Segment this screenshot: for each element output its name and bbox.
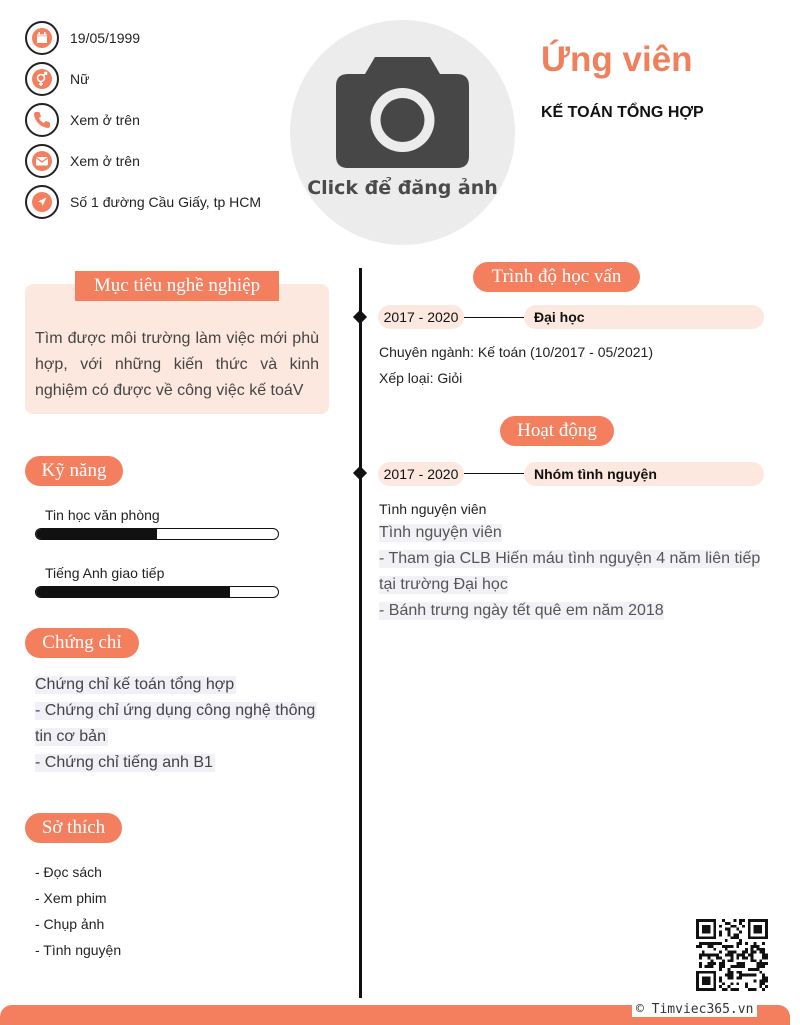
qr-module — [710, 962, 713, 965]
qr-module — [728, 931, 731, 934]
qr-module — [736, 942, 739, 945]
qr-module — [719, 968, 722, 971]
qr-module — [696, 945, 699, 948]
timeline-connector — [464, 317, 524, 318]
qr-module — [762, 962, 765, 965]
education-heading: Trình độ học vấn — [473, 262, 640, 292]
qr-module — [762, 988, 765, 991]
certificate-line: tin cơ bản — [35, 728, 106, 745]
qr-module — [722, 959, 725, 962]
education-years: 2017 - 2020 — [378, 305, 464, 329]
qr-module — [756, 945, 759, 948]
job-position: KẾ TOÁN TỔNG HỢP — [541, 104, 704, 121]
qr-module — [716, 956, 719, 959]
phone-text: Xem ở trên — [70, 112, 140, 128]
timeline-connector — [464, 473, 524, 474]
qr-module — [756, 962, 759, 965]
qr-module — [702, 954, 705, 957]
activity-line: Tình nguyện viên — [379, 524, 502, 541]
qr-module — [725, 954, 728, 957]
qr-module — [708, 945, 711, 948]
qr-module — [742, 951, 745, 954]
qr-module — [719, 977, 722, 980]
qr-module — [731, 988, 734, 991]
hobby-item: - Xem phim — [35, 890, 107, 906]
career-goal-line: hợp, với những kiến thức và kinh — [35, 356, 319, 373]
qr-module — [719, 985, 722, 988]
qr-module — [719, 942, 722, 945]
qr-module — [731, 936, 734, 939]
qr-module — [731, 965, 734, 968]
qr-module — [739, 919, 742, 922]
qr-module — [754, 974, 757, 977]
qr-module — [751, 945, 754, 948]
skill-level-fill — [36, 587, 230, 597]
qr-module — [756, 948, 759, 951]
qr-module — [762, 965, 765, 968]
qr-module — [754, 951, 757, 954]
qr-module — [719, 956, 722, 959]
qr-finder — [702, 925, 711, 934]
qr-module — [710, 954, 713, 957]
contact-address — [25, 185, 261, 219]
qr-module — [731, 951, 734, 954]
qr-module — [748, 954, 751, 957]
qr-module — [745, 942, 748, 945]
qr-module — [751, 988, 754, 991]
qr-module — [733, 936, 736, 939]
qr-module — [754, 968, 757, 971]
qr-module — [754, 988, 757, 991]
career-goal-heading: Mục tiêu nghề nghiệp — [75, 271, 279, 301]
location-icon — [25, 185, 59, 219]
qr-module — [756, 968, 759, 971]
qr-module — [722, 919, 725, 922]
qr-module — [765, 954, 768, 957]
qr-module — [733, 925, 736, 928]
qr-module — [739, 962, 742, 965]
activity-organization: Nhóm tình nguyện — [524, 462, 764, 486]
qr-module — [716, 942, 719, 945]
certificate-line: - Chứng chỉ tiếng anh B1 — [35, 754, 213, 771]
qr-module — [699, 965, 702, 968]
qr-module — [736, 988, 739, 991]
gender-icon — [25, 62, 59, 96]
certificates-heading: Chứng chỉ — [25, 628, 139, 658]
qr-module — [699, 954, 702, 957]
camera-icon — [335, 52, 470, 170]
qr-module — [731, 959, 734, 962]
qr-module — [742, 956, 745, 959]
qr-module — [731, 974, 734, 977]
qr-module — [751, 954, 754, 957]
qr-module — [699, 945, 702, 948]
career-goal-line: Tìm được môi trường làm việc mới phù — [35, 330, 319, 347]
qr-module — [748, 968, 751, 971]
qr-module — [708, 954, 711, 957]
qr-module — [719, 979, 722, 982]
qr-module — [739, 939, 742, 942]
qr-module — [739, 954, 742, 957]
activity-years: 2017 - 2020 — [378, 462, 464, 486]
qr-module — [742, 919, 745, 922]
qr-module — [751, 951, 754, 954]
qr-module — [765, 979, 768, 982]
qr-module — [751, 959, 754, 962]
qr-module — [751, 956, 754, 959]
qr-module — [708, 956, 711, 959]
qr-module — [713, 948, 716, 951]
skills-heading: Kỹ năng — [25, 456, 123, 486]
qr-module — [731, 977, 734, 980]
qr-module — [745, 956, 748, 959]
contact-phone — [25, 103, 140, 137]
qr-module — [725, 974, 728, 977]
qr-module — [728, 985, 731, 988]
qr-module — [762, 954, 765, 957]
qr-module — [722, 965, 725, 968]
qr-module — [733, 933, 736, 936]
qr-module — [739, 942, 742, 945]
qr-module — [751, 968, 754, 971]
qr-module — [722, 945, 725, 948]
qr-module — [708, 962, 711, 965]
qr-module — [728, 928, 731, 931]
birthday-text: 19/05/1999 — [70, 30, 141, 46]
qr-module — [736, 933, 739, 936]
qr-module — [765, 985, 768, 988]
qr-module — [719, 962, 722, 965]
activities-heading: Hoạt động — [500, 416, 614, 446]
qr-module — [739, 965, 742, 968]
qr-module — [733, 951, 736, 954]
qr-module — [742, 965, 745, 968]
qr-module — [754, 945, 757, 948]
qr-module — [731, 956, 734, 959]
qr-module — [759, 948, 762, 951]
qr-module — [745, 982, 748, 985]
qr-module — [745, 948, 748, 951]
qr-module — [756, 965, 759, 968]
certificate-line: - Chứng chỉ ứng dụng công nghệ thông — [35, 702, 316, 719]
qr-module — [759, 985, 762, 988]
qr-module — [725, 939, 728, 942]
education-major: Chuyên ngành: Kế toán (10/2017 - 05/2021) — [379, 344, 653, 360]
qr-module — [762, 942, 765, 945]
qr-module — [742, 974, 745, 977]
qr-module — [759, 951, 762, 954]
qr-module — [736, 982, 739, 985]
qr-module — [733, 965, 736, 968]
qr-module — [739, 971, 742, 974]
skill-bar — [35, 586, 279, 598]
hobbies-heading: Sở thích — [25, 813, 122, 843]
qr-module — [739, 977, 742, 980]
hobby-item: - Chụp ảnh — [35, 916, 105, 932]
qr-module — [705, 965, 708, 968]
qr-module — [762, 956, 765, 959]
certificate-line: Chứng chỉ kế toán tổng hợp — [35, 676, 235, 693]
hobby-item: - Đọc sách — [35, 864, 102, 880]
qr-module — [745, 974, 748, 977]
qr-module — [739, 931, 742, 934]
qr-module — [731, 925, 734, 928]
qr-module — [733, 919, 736, 922]
qr-module — [722, 982, 725, 985]
qr-module — [759, 962, 762, 965]
qr-module — [754, 942, 757, 945]
qr-module — [739, 974, 742, 977]
qr-module — [728, 971, 731, 974]
qr-module — [733, 988, 736, 991]
activity-line: - Tham gia CLB Hiến máu tình nguyện 4 năm liên tiếp — [379, 550, 761, 567]
qr-module — [708, 965, 711, 968]
activity-line: tại trường Đại học — [379, 576, 508, 593]
activity-line: - Bánh trưng ngày tết quê em năm 2018 — [379, 602, 664, 619]
qr-module — [728, 922, 731, 925]
qr-module — [699, 956, 702, 959]
qr-module — [710, 942, 713, 945]
footer-credit: © Timviec365.vn — [632, 1002, 757, 1017]
qr-module — [759, 979, 762, 982]
qr-module — [725, 945, 728, 948]
qr-module — [762, 979, 765, 982]
qr-module — [736, 945, 739, 948]
qr-module — [736, 965, 739, 968]
qr-module — [719, 925, 722, 928]
qr-finder — [702, 977, 711, 986]
timeline-marker — [353, 310, 367, 324]
qr-module — [702, 951, 705, 954]
email-icon — [25, 144, 59, 178]
qr-module — [754, 959, 757, 962]
qr-module — [762, 948, 765, 951]
upload-photo-label: Click để đăng ảnh — [307, 177, 498, 199]
qr-module — [736, 977, 739, 980]
qr-module — [713, 942, 716, 945]
skill-name: Tin học văn phòng — [45, 507, 160, 523]
email-text: Xem ở trên — [70, 153, 140, 169]
qr-module — [765, 977, 768, 980]
qr-module — [705, 954, 708, 957]
hobby-item: - Tình nguyện — [35, 942, 122, 958]
qr-module — [762, 977, 765, 980]
qr-module — [719, 951, 722, 954]
timeline-marker — [353, 466, 367, 480]
qr-module — [745, 951, 748, 954]
qr-module — [748, 988, 751, 991]
qr-module — [751, 974, 754, 977]
contact-email — [25, 144, 140, 178]
qr-module — [759, 965, 762, 968]
qr-module — [754, 979, 757, 982]
qr-module — [739, 922, 742, 925]
qr-module — [716, 954, 719, 957]
qr-module — [725, 948, 728, 951]
qr-module — [742, 925, 745, 928]
qr-module — [725, 922, 728, 925]
qr-module — [719, 931, 722, 934]
qr-module — [765, 956, 768, 959]
qr-module — [719, 933, 722, 936]
qr-module — [759, 959, 762, 962]
qr-module — [736, 954, 739, 957]
qr-module — [708, 942, 711, 945]
qr-module — [759, 982, 762, 985]
phone-icon — [25, 103, 59, 137]
qr-module — [736, 928, 739, 931]
qr-module — [728, 959, 731, 962]
qr-module — [699, 942, 702, 945]
qr-code — [696, 919, 768, 991]
skill-level-fill — [36, 529, 157, 539]
qr-module — [736, 962, 739, 965]
qr-module — [702, 942, 705, 945]
qr-module — [719, 965, 722, 968]
qr-module — [710, 959, 713, 962]
qr-module — [759, 971, 762, 974]
qr-module — [710, 945, 713, 948]
qr-module — [705, 942, 708, 945]
qr-module — [748, 974, 751, 977]
qr-module — [742, 962, 745, 965]
qr-module — [728, 974, 731, 977]
education-school: Đại học — [524, 305, 764, 329]
qr-module — [728, 951, 731, 954]
candidate-name: Ứng viên — [541, 40, 693, 79]
qr-module — [728, 977, 731, 980]
qr-module — [736, 956, 739, 959]
qr-module — [728, 945, 731, 948]
qr-module — [736, 971, 739, 974]
qr-module — [722, 988, 725, 991]
qr-module — [762, 974, 765, 977]
qr-module — [742, 954, 745, 957]
gender-text: Nữ — [70, 71, 90, 87]
qr-module — [765, 962, 768, 965]
qr-module — [745, 985, 748, 988]
qr-module — [731, 982, 734, 985]
calendar-icon — [25, 21, 59, 55]
qr-module — [725, 988, 728, 991]
timeline-line — [359, 268, 362, 998]
qr-module — [728, 933, 731, 936]
qr-module — [731, 971, 734, 974]
activity-role: Tình nguyện viên — [379, 501, 487, 517]
address-text: Số 1 đường Cầu Giấy, tp HCM — [70, 194, 262, 210]
avatar-upload[interactable] — [290, 20, 515, 245]
skill-name: Tiếng Anh giao tiếp — [45, 565, 165, 581]
qr-module — [713, 962, 716, 965]
qr-module — [762, 951, 765, 954]
skill-bar — [35, 528, 279, 540]
contact-birthday — [25, 21, 140, 55]
qr-module — [731, 954, 734, 957]
contact-gender — [25, 62, 89, 96]
career-goal-line: nghiệm có được về công việc kế toáV — [35, 382, 304, 399]
qr-module — [728, 954, 731, 957]
qr-module — [762, 982, 765, 985]
qr-module — [710, 965, 713, 968]
qr-module — [699, 962, 702, 965]
qr-module — [713, 954, 716, 957]
qr-module — [725, 928, 728, 931]
education-grade: Xếp loại: Giỏi — [379, 370, 463, 386]
qr-finder — [754, 925, 763, 934]
qr-module — [731, 945, 734, 948]
qr-module — [722, 962, 725, 965]
qr-module — [751, 948, 754, 951]
qr-module — [728, 968, 731, 971]
qr-module — [736, 936, 739, 939]
